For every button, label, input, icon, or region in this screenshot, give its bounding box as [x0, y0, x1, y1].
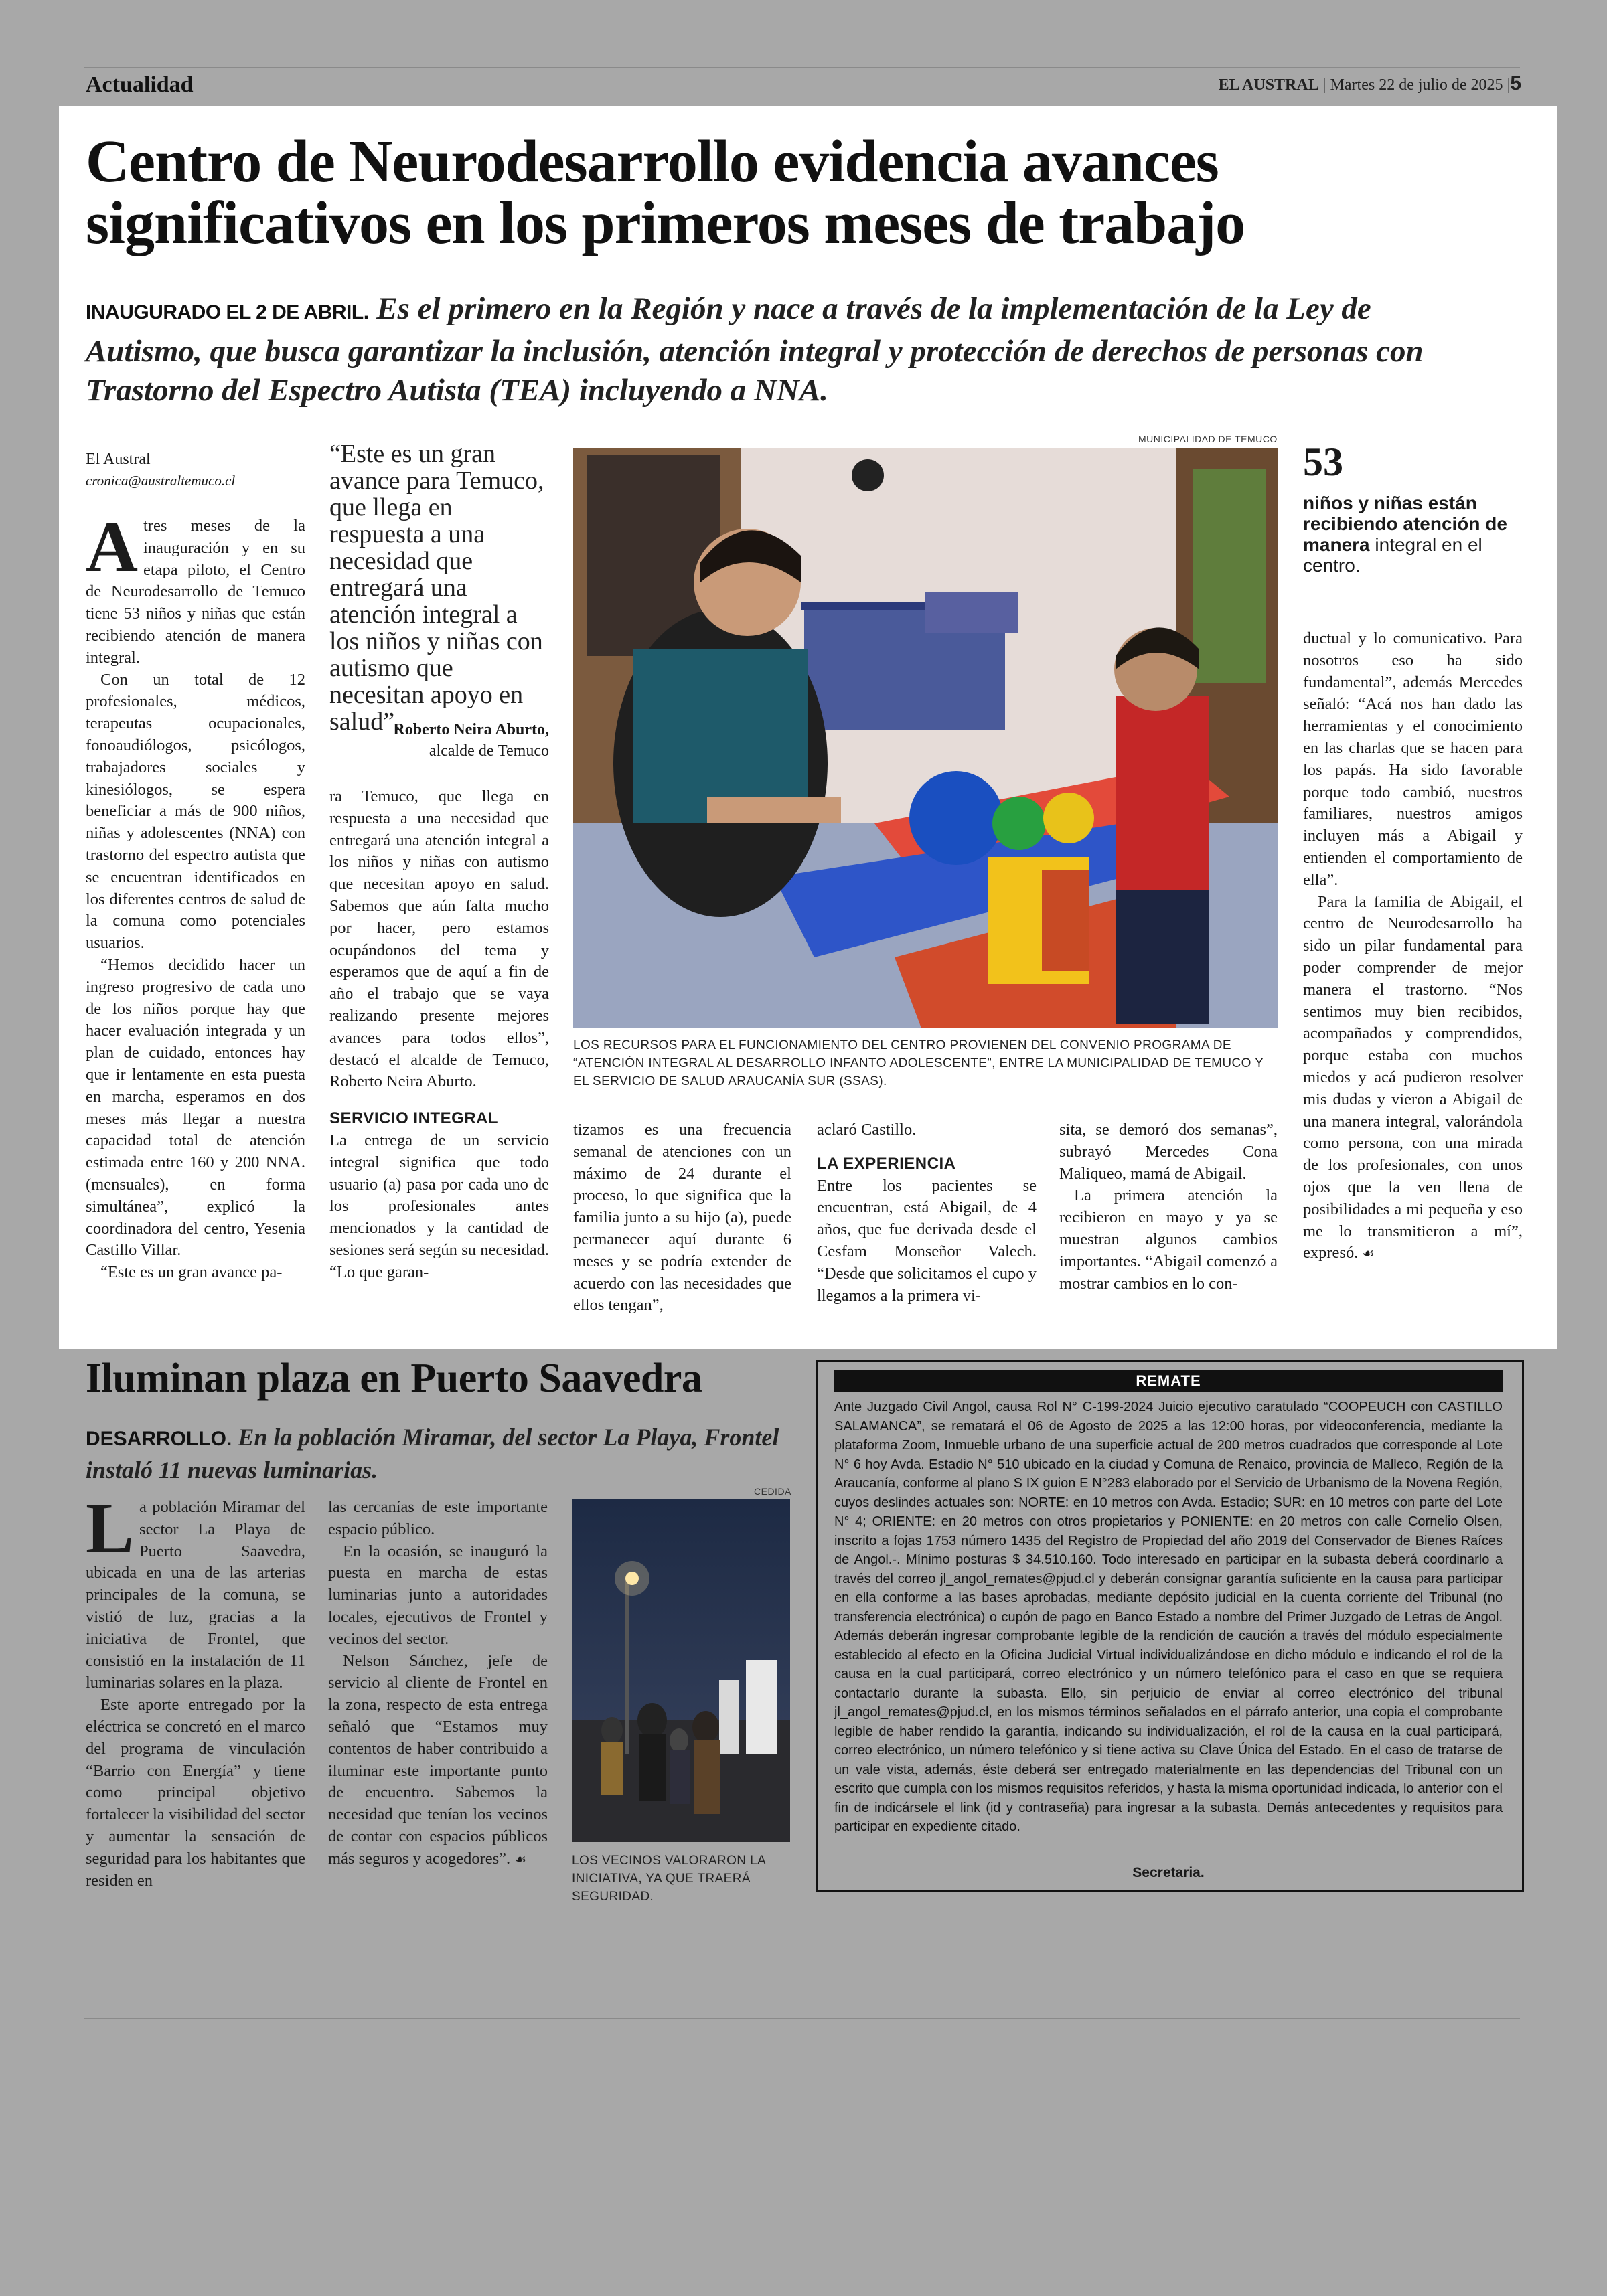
article2-end-mark: ☙: [514, 1852, 527, 1867]
paragraph-9: Entre los pacientes se encuentran, está Abigail, de 4 años, que fue derivada desde el Cesfam Monseñor Valech. “Desde que solicitamos el cupo y llegamos a la primera vi-: [817, 1176, 1037, 1305]
article-column-6: [1303, 628, 1523, 1265]
dropcap: A: [86, 507, 138, 587]
article2-photo-credit: CEDIDA: [754, 1486, 791, 1497]
stat-text-rest: integral en el centro.: [1303, 534, 1482, 576]
article2-column-2: [328, 1497, 548, 1871]
article2-lead-text: En la población Miramar, del sector La Playa, Frontel instaló 11 nuevas luminarias.: [86, 1424, 779, 1483]
paragraph-13: Para la familia de Abigail, el centro de Neurodesarrollo ha sido un pilar fundamental para poder comprender de mejor manera el trastorno. “Nos sentimos muy bien recibidos, acompañados y comprendidos, porque estaba con muchos miedos y acá pudieron resolver mis dudas y vieron a Abigail de una manera integral, valorándola como persona, con una mirada de los profesionales, con unos ojos que la ven llena de posibilidades a mi pequeña y eso me lo transmitieron a mí”, expresó. ☙: [1303, 892, 1523, 1262]
photo-credit: MUNICIPALIDAD DE TEMUCO: [1138, 434, 1278, 444]
byline-email: cronica@australtemuco.cl: [86, 473, 236, 489]
subhead-la-experiencia: LA EXPERIENCIA: [817, 1154, 956, 1173]
article-photo: [573, 448, 1278, 1028]
page-number: 5: [1510, 72, 1521, 94]
stat-text: [1303, 493, 1524, 576]
article-column-5: [1059, 1119, 1278, 1295]
article2-headline: Iluminan plaza en Puerto Saavedra: [86, 1356, 702, 1401]
paragraph-2: Con un total de 12 profesionales, médicos, terapeutas ocupacionales, fonoaudiólogos, psicólogos, trabajadores sociales y kinesiólogos, se espera beneficiar a más de 900 niños, niñas y adolescentes (NNA) con trastorno del espectro autista que se encuentran identificados en los diferentes centros de salud de la comuna como potenciales usuarios.: [86, 670, 305, 953]
photo-caption: LOS RECURSOS PARA EL FUNCIONAMIENTO DEL CENTRO PROVIENEN DEL CONVENIO PROGRAMA DE “ATENCIÓN INTEGRAL AL DESARROLLO INFANTO ADOLESCENTE”, ENTRE LA MUNICIPALIDAD DE TEMUCO Y EL SERVICIO DE SALUD ARAUCANÍA SUR (SSAS).: [573, 1038, 1264, 1088]
top-rule: [84, 67, 1520, 68]
article2-lead: [86, 1422, 802, 1485]
bottom-rule: [84, 2018, 1520, 2019]
quote-author-role: alcalde de Temuco: [429, 742, 549, 760]
article2-dropcap: L: [86, 1489, 135, 1568]
photo-night-plaza: [572, 1499, 790, 1842]
paragraph-4: “Este es un gran avance pa-: [100, 1263, 283, 1282]
article2-paragraph-1: La población Miramar del sector La Playa de Puerto Saavedra, ubicada en una de las arterias principales de la comuna, se vistió de luz, gracias a la iniciativa de Frontel, que consistió en la instalación de 11 luminarias solares en la plaza.: [86, 1489, 305, 1692]
publication-name: EL AUSTRAL: [1218, 76, 1319, 94]
lead-kicker: INAUGURADO EL 2 DE ABRIL.: [86, 301, 369, 323]
byline: [86, 448, 303, 491]
pull-quote: “Este es un gran avance para Temuco, que llega en respuesta a una necesidad que entregará una atención integral a los niños y niñas con autismo que necesitan apoyo en salud”.: [329, 440, 544, 736]
article-column-4: [817, 1119, 1037, 1307]
stat-text-bold: niños y niñas están recibiendo atención de manera: [1303, 493, 1507, 555]
article2-paragraph-4: En la ocasión, se inauguró la puesta en marcha de estas luminarias junto a autoridades locales, ejecutivos de Frontel y vecinos del sector.: [328, 1542, 548, 1648]
paragraph-1: Atres meses de la inauguración y en su etapa piloto, el Centro de Neurodesarrollo de Temuco tiene 53 niños y niñas que están recibiendo atención de manera integral.: [86, 507, 305, 667]
lead-text: Es el primero en la Región y nace a través de la implementación de la Ley de Autismo, que busca garantizar la inclusión, atención integral y protección de derechos de personas con Trastorno del Espectro Autista (TEA) incluyendo a NNA.: [86, 291, 1424, 408]
photo-therapy-room: [573, 448, 1278, 1028]
stat-number: 53: [1303, 440, 1343, 484]
article-headline: [86, 131, 1519, 254]
paragraph-3: “Hemos decidido hacer un ingreso progresivo de cada uno de los niños porque hay que hacer evaluación integrada y un plan de cuidado, entonces hay que ir lentamente en esta puesta en marcha, esperamos en dos meses más llegar a nuestra capacidad total de atención estimada entre 160 y 200 NNA. (mensuales), en forma simultánea”, explicó la coordinadora del centro, Yesenia Castillo Villar.: [86, 955, 305, 1260]
article-lead: [86, 289, 1485, 410]
headline-line-2: significativos en los primeros meses de trabajo: [86, 190, 1245, 256]
article-column-2: [329, 786, 549, 1284]
byline-name: El Austral: [86, 450, 151, 468]
paragraph-5: ra Temuco, que llega en respuesta a una necesidad que entregará una atención integral a los niños y niñas con autismo que necesitan apoyo en salud. Sabemos que aún falta mucho por hacer, pero estamos ocupándonos del tema y esperamos que de aquí a fin de año el trabajo que se vaya realizando presente mejores avances para todos ellos”, destacó el alcalde de Temuco, Roberto Neira Aburto.: [329, 787, 549, 1091]
paragraph-7: tizamos es una frecuencia semanal de atenciones con un máximo de 24 durante el proceso, lo que significa que la familia junto a su hijo (a), puede permanecer aquí durante 6 meses y se podría extender de acuerdo con las necesidades que ellos tengan”,: [573, 1121, 791, 1315]
article2-kicker: DESARROLLO.: [86, 1428, 232, 1450]
subhead-servicio-integral: SERVICIO INTEGRAL: [329, 1109, 499, 1128]
article2-column-1: [86, 1489, 305, 1892]
issue-date: Martes 22 de julio de 2025: [1330, 76, 1503, 94]
article2-paragraph-5: Nelson Sánchez, jefe de servicio al cliente de Frontel en la zona, respecto de esta entrega señaló que “Estamos muy contentos de haber contribuido a iluminar este importante punto de encuentro. Sabemos la necesidad que tenían los vecinos de contar con espacios públicos más seguros y acogedores”. ☙: [328, 1651, 548, 1868]
headline-line-1: Centro de Neurodesarrollo evidencia avances: [86, 129, 1219, 195]
quote-attribution: [329, 719, 549, 762]
article2-paragraph-2: Este aporte entregado por la eléctrica se concretó en el marco del programa de vinculación “Barrio con Energía” y tiene como principal objetivo fortalecer la visibilidad del sector y aumentar la sensación de seguridad para los habitantes que residen en: [86, 1696, 305, 1890]
legal-notice-signature: Secretaria.: [1132, 1865, 1205, 1880]
paragraph-8: aclaró Castillo.: [817, 1121, 917, 1139]
article2-paragraph-3: las cercanías de este importante espacio público.: [328, 1498, 548, 1538]
legal-notice-title: REMATE: [834, 1370, 1503, 1392]
quote-author-name: Roberto Neira Aburto,: [393, 721, 549, 738]
paragraph-6: La entrega de un servicio integral significa que todo usuario (a) pasa por cada uno de los profesionales antes mencionados y la cantidad de sesiones será según su necesidad. “Lo que garan-: [329, 1131, 549, 1281]
end-mark: ☙: [1362, 1246, 1375, 1262]
article2-photo: [572, 1499, 790, 1842]
masthead: EL AUSTRAL | Martes 22 de julio de 2025 |5: [1218, 72, 1521, 94]
article-column-1: [86, 507, 305, 1325]
section-label: Actualidad: [86, 72, 194, 97]
paragraph-10: sita, se demoró dos semanas”, subrayó Mercedes Cona Maliqueo, mamá de Abigail.: [1059, 1121, 1278, 1183]
paragraph-12: ductual y lo comunicativo. Para nosotros eso ha sido fundamental”, además Mercedes señaló: “Acá nos han dado las herramientas y el conocimiento en las charlas que se hacen para los papás. Ha sido favorable porque todo cambió, nuestros familiares, nuestros amigos incluyen más a Abigail y entienden el comportamiento de ella”.: [1303, 629, 1523, 889]
paragraph-11: La primera atención la recibieron en mayo y ya se muestran algunos cambios importantes. “Abigail comenzó a mostrar cambios en lo con-: [1059, 1186, 1278, 1293]
article-column-3: [573, 1119, 791, 1317]
article2-photo-caption: LOS VECINOS VALORARON LA INICIATIVA, YA QUE TRAERÁ SEGURIDAD.: [572, 1854, 766, 1904]
legal-notice-body: Ante Juzgado Civil Angol, causa Rol N° C-199-2024 Juicio ejecutivo caratulado “COOPEUCH con CASTILLO SALAMANCA”, se rematará el 06 de Agosto de 2025 a las 12:00 horas, por videoconferencia, mediante la plataforma Zoom, Inmueble urbano de una superficie actual de 200 metros cuadrados que corresponde al Lote N° 6 hoy Avda. Estadio N° 510 ubicado en la ciudad y Comuna de Renaico, provincia de Malleco, Región de la Araucanía, conforme al plano S IX guion E N°283 elaborado por el Servicio de Urbanismo de la Novena Región, cuyos deslindes actuales son: NORTE: en 10 metros con Avda. Estadio; SUR: en 10 metros con parte del Lote N° 4; ORIENTE: en 20 metros con otros propietarios y PONIENTE: en 20 metros con calle Cornelio Olsen, inscrito a fojas 1753 número 1435 del Registro de Propiedad del año 2019 del Conservador de Bienes Raíces de Angol.-. Mínimo posturas $ 34.510.160. Todo interesado en participar en la subasta deberá coordinarlo a través del correo jl_angol_remates@pjud.cl y deberán consignar garantía suficiente en la causa para participar en ella conforme a las bases aprobadas, mediante depósito judicial en la cuenta corriente del Tribunal (no transferencia electrónica) o cupón de pago en Banco Estado a nombre del Primer Juzgado de Letras de Angol. Además deberán ingresar comprobante legible de la rendición de caución a través del módulo especialmente establecido al efecto en la Oficina Judicial Virtual individualizándose en dicho módulo e indicando el rol de la causa en la cual participará, correo electrónico y un número telefónico para el caso en que se requiera contactarlo durante la subasta. Ello, sin perjuicio de enviar al correo electrónico del tribunal jl_angol_remates@pjud.cl, en los mismos términos señalados en el párrafo anterior, una copia el comprobante legible de haber rendido la garantía, indicando su individualización, el rol de la causa en la cual participará, correo electrónico, un número telefónico y si tiene activa su Clave Única del Estado. En el caso de tratarse de un vale vista, además, éste deberá ser entregado materialmente en las dependencias del Tribunal con un escrito que cumpla con los mismos requisitos referidos, y hasta la misma oportunidad indicada, lo anterior con el fin de indicársele el link (id y contraseña) para ingresar a la subasta. Demás antecedentes y requisitos para participar en expediente citado.: [834, 1400, 1503, 1834]
